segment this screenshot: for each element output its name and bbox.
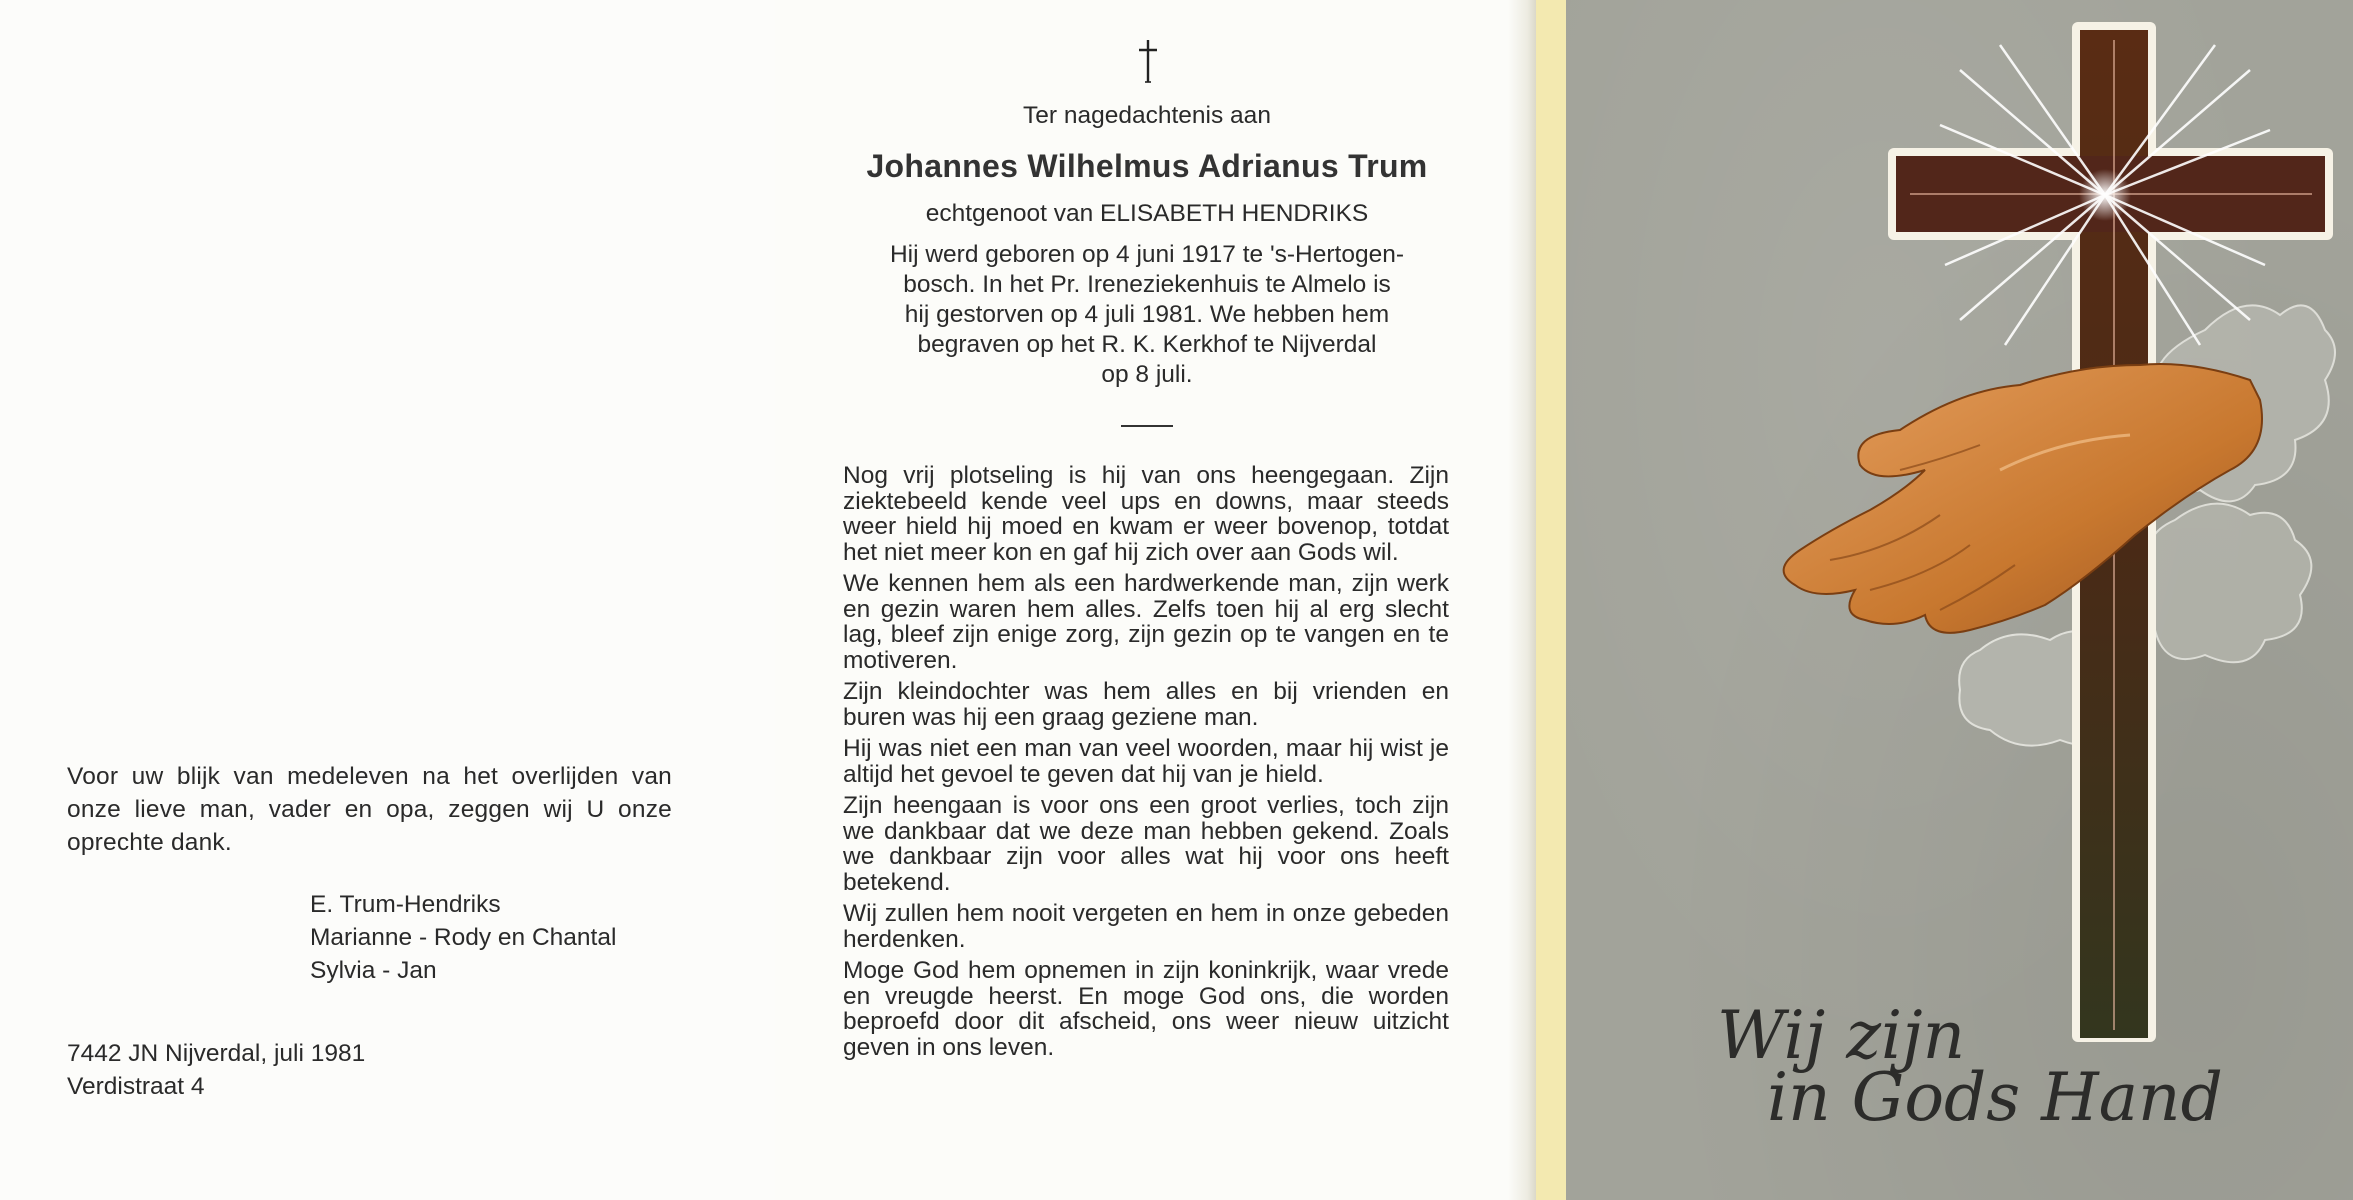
signer-line: Sylvia - Jan — [310, 957, 437, 984]
memorial-paragraph: We kennen hem als een hardwerkende man, zijn werk en gezin waren hem alles. Zelfs toen hij al erg slecht lag, bleef zijn enige zorg, zijn gezin op te vangen en te motiveren. — [843, 570, 1449, 674]
memorial-paragraph: Zijn heengaan is voor ons een groot verlies, toch zijn we dankbaar dat we deze man hebben gekend. Zoals we dankbaar zijn voor alles wat hij voor ons heeft betekend. — [843, 792, 1449, 896]
bio-line: bosch. In het Pr. Ireneziekenhuis te Almelo is — [903, 271, 1391, 298]
motto-line-1: Wij zijn — [1717, 997, 1966, 1074]
memorial-paragraph: Hij was niet een man van veel woorden, maar hij wist je altijd het gevoel te geven dat hij van je hield. — [843, 735, 1449, 788]
bio-line: hij gestorven op 4 juli 1981. We hebben hem — [904, 301, 1390, 328]
signer-line: E. Trum-Hendriks — [310, 891, 501, 918]
in-memory-heading: Ter nagedachtenis aan — [1023, 102, 1271, 129]
address-line: Verdistraat 4 — [67, 1073, 205, 1100]
deceased-name: Johannes Wilhelmus Adrianus Trum — [866, 148, 1428, 184]
memorial-paragraph: Wij zullen hem nooit vergeten en hem in onze gebeden herdenken. — [843, 900, 1449, 953]
bio-line: begraven op het R. K. Kerkhof te Nijverdal — [917, 331, 1377, 358]
address-line: 7442 JN Nijverdal, juli 1981 — [67, 1040, 366, 1067]
memorial-paragraph: Moge God hem opnemen in zijn koninkrijk, waar vrede en vreugde heerst. En moge God ons, die worden beproefd door dit afscheid, ons weer nieuw uitzicht geven in ons leven. — [843, 957, 1449, 1061]
bio-line: op 8 juli. — [1101, 361, 1193, 388]
spouse-line: echtgenoot van ELISABETH HENDRIKS — [925, 200, 1369, 227]
signer-line: Marianne - Rody en Chantal — [310, 924, 617, 951]
motto-line-2: in Gods Hand — [1767, 1059, 2223, 1136]
memorial-paragraph: Zijn kleindochter was hem alles en bij vrienden en buren was hij een graag geziene man. — [843, 678, 1449, 731]
light-center — [2079, 169, 2131, 221]
thank-you-note: Voor uw blijk van medeleven na het overlijden van onze lieve man, vader en opa, zeggen wij U onze oprechte dank. — [67, 763, 672, 856]
bio-line: Hij werd geboren op 4 juni 1917 te 's-Hertogen- — [889, 241, 1405, 268]
memorial-paragraph: Nog vrij plotseling is hij van ons heengegaan. Zijn ziektebeeld kende veel ups en downs, maar steeds weer hield hij moed en kwam er weer bovenop, totdat het niet meer kon en gaf hij zich over aan Gods wil. — [843, 462, 1449, 566]
motto-lettering — [1717, 997, 2223, 1136]
